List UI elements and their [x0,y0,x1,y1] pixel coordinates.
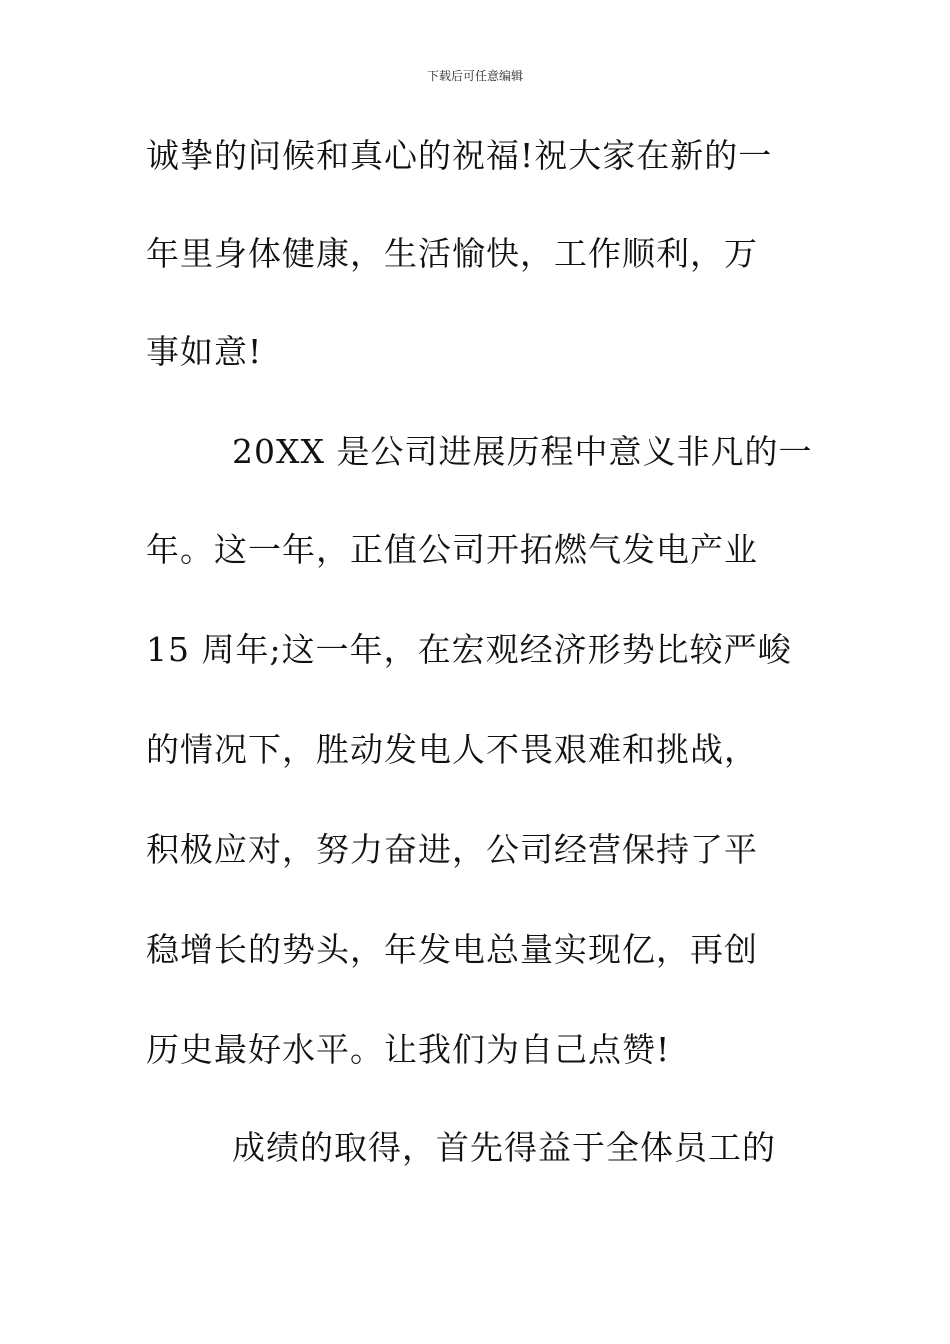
paragraph-line: 历史最好水平。让我们为自己点赞! [146,1030,671,1069]
page-header-note: 下载后可任意编辑 [426,69,523,83]
paragraph-line: 成绩的取得，首先得益于全体员工的 [232,1128,776,1167]
paragraph-line: 15 周年;这一年，在宏观经济形势比较严峻 [146,630,792,669]
paragraph-line: 的情况下，胜动发电人不畏艰难和挑战， [146,730,758,769]
paragraph-line: 诚挚的问候和真心的祝福!祝大家在新的一 [146,136,773,175]
paragraph-line: 事如意! [146,332,263,371]
paragraph-line: 年。这一年，正值公司开拓燃气发电产业 [146,530,758,569]
paragraph-line: 20XX 是公司进展历程中意义非凡的一 [232,432,813,471]
paragraph-line: 年里身体健康，生活愉快，工作顺利，万 [146,234,758,273]
paragraph-line: 稳增长的势头，年发电总量实现亿，再创 [146,930,758,969]
paragraph-line: 积极应对，努力奋进，公司经营保持了平 [146,830,758,869]
